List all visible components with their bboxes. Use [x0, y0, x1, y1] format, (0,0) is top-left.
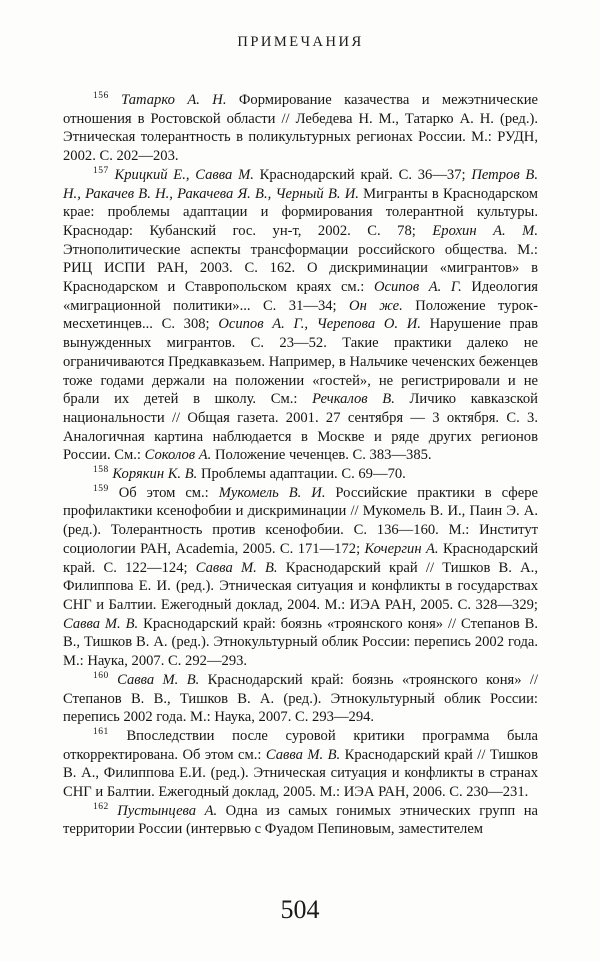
note-text: Краснодарский край // Тишков В. А., Филиппова Е. И. (ред.). Этническая ситуация и конфликты в государствах СНГ и Балтии. Ежегодный доклад, 2004. М.: ИЭА РАН, 2005. С. 328—329;: [63, 559, 538, 613]
note-162: [63, 802, 538, 839]
note-text: Идеология «миграционной политики»... С. 31—34;: [63, 279, 538, 314]
note-text: Краснодарский край // Тишков В. А., Филиппова Е.И. (ред.). Этническая ситуация и конфликты в странах СНГ и Балтии. Ежегодный доклад, 2005. М.: ИЭА РАН, 2006. С. 230—231.: [63, 746, 538, 801]
note-159: [63, 484, 538, 671]
note-text: Мигранты в Краснодарском крае: проблемы адаптации и формирования толерантной культуры. Краснодар: Кубанский гос. ун-т, 2002. С. 78;: [63, 185, 539, 239]
note-author-italic: Речкалов В.: [312, 391, 395, 408]
note-text: Краснодарский край. С. 122—124;: [63, 540, 539, 576]
note-author-italic: Осипов А. Г.: [373, 279, 462, 296]
note-author-italic: Крицкий Е., Савва М.: [114, 166, 254, 183]
note-160: [63, 671, 538, 727]
note-text: Краснодарский край. С. 36—37;: [253, 166, 472, 183]
note-text: Российские практики в сфере профилактики ксенофобии и дискриминации // Мукомель В. И., Паин Э. А. (ред.). Толерантность против ксенофобии. С. 136—160. М.: Институт социологии РАН, Academia, 2005. С. 171—172;: [63, 484, 538, 557]
note-number: 159: [93, 483, 109, 494]
note-author-italic: Корякин К. В.: [112, 466, 198, 483]
note-158: [63, 465, 538, 484]
note-number: 156: [93, 91, 109, 102]
note-156: [63, 91, 538, 166]
note-text: Формирование казачества и межэтнические отношения в Ростовской области // Лебедева Н. М., Татарко А. Н. (ред.). Этническая толерантность в поликультурных регионах России. М.: РУДН, 2002. С. 202—203.: [63, 92, 538, 165]
note-number: 157: [93, 165, 109, 176]
note-text: Нарушение прав вынужденных мигрантов. С. 23—52. Такие практики далеко не ограничиваются Предкавказьем. Например, в Нальчике чеченских беженцев тоже годами держали на положении «гостей», не регистрировали и не брали их детей в школу. См.:: [63, 316, 538, 408]
note-text: Положение турок-месхетинцев... С. 308;: [63, 297, 539, 333]
note-161: [63, 727, 538, 802]
note-157: [63, 166, 538, 465]
notes-list: [63, 91, 538, 839]
note-author-italic: Мукомель В. И.: [218, 484, 326, 501]
note-text: Краснодарский край: боязнь «троянского коня» // Степанов В. В., Тишков В. А. (ред.). Этнокультурный облик России: перепись 2002 года. М.: Наука, 2007. С. 293—294.: [63, 671, 539, 726]
note-author-italic: Осипов А. Г., Черепова О. И.: [218, 316, 421, 333]
note-number: 161: [93, 727, 109, 738]
note-number: 160: [93, 670, 109, 681]
note-author-italic: Савва М. В.: [195, 559, 278, 576]
note-author-italic: Кочергин А.: [364, 540, 439, 557]
note-text: Об этом см.:: [118, 484, 219, 501]
note-author-italic: Савва М. В.: [63, 615, 139, 632]
note-number: 158: [93, 465, 109, 476]
note-text: Положение чеченцев. С. 383—385.: [211, 447, 432, 464]
note-author-italic: Татарко А. Н.: [121, 92, 227, 108]
note-author-italic: Савва М. В.: [265, 746, 341, 763]
note-number: 162: [93, 801, 109, 812]
note-author-italic: Ерохин А. М.: [432, 222, 538, 239]
note-author-italic: Савва М. В.: [117, 671, 200, 688]
page-number: 504: [280, 895, 320, 924]
note-text: Впоследствии после суровой критики программа была откорректирована. Об этом см.:: [63, 727, 538, 763]
note-text: Краснодарский край: боязнь «троянского коня» // Степанов В. В., Тишков В. А. (ред.). Этнокультурный облик России: перепись 2002 года. М.: Наука, 2007. С. 292—293.: [63, 615, 538, 670]
note-author-italic: Пустынцева А.: [117, 802, 218, 819]
note-text: Одна из самых гонимых этнических групп на территории России (интервью с Фуадом Пепиновым, заместителем: [63, 802, 538, 838]
running-header: ПРИМЕЧАНИЯ: [237, 34, 364, 50]
note-author-italic: Он же.: [349, 297, 403, 314]
note-text: Проблемы адаптации. С. 69—70.: [197, 466, 406, 483]
note-text: Личико кавказской национальности // Общая газета. 2001. 27 сентября — 3 октября. С. 3. Аналогичная картина наблюдается в Москве и ряде других регионов России. См.:: [63, 391, 538, 464]
note-author-italic: Петров В. Н., Ракачев В. Н., Ракачева Я. В., Черный В. И.: [63, 166, 538, 202]
note-author-italic: Соколов А.: [144, 447, 212, 464]
note-text: Этнополитические аспекты трансформации российского общества. М.: РИЦ ИСПИ РАН, 2003. С. 162. О дискриминации «мигрантов» в Краснодарском и Ставропольском краях см.:: [63, 241, 538, 296]
